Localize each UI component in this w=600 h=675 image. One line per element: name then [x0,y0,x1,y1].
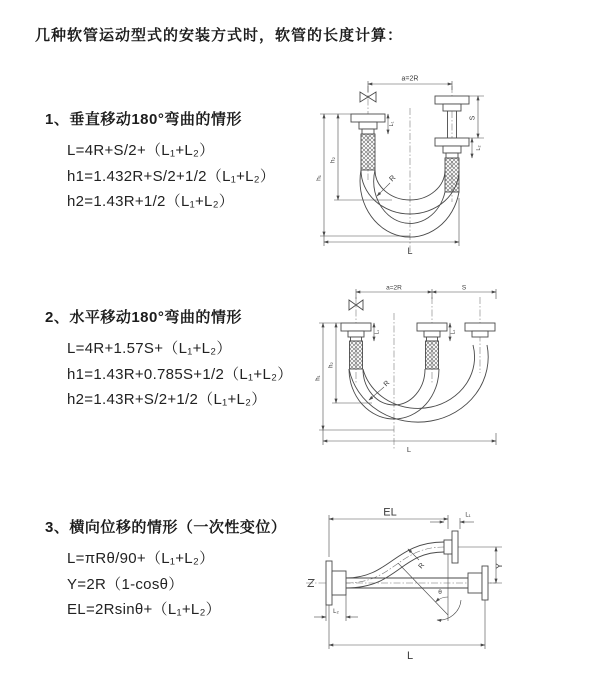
dim-label-s: S [461,284,467,292]
page-title: 几种软管运动型式的安装方式时，软管的长度计算： [35,27,404,44]
radius-label: R [417,561,427,571]
section-heading: 2、水平移动180°弯曲的情形 [45,309,242,326]
radius-label: R [382,379,392,389]
formula-h2: h2=1.43R+S/2+1/2（L₁+L₂） [67,391,267,408]
dim-label-l2: L₂ [476,145,482,151]
dim-label-length: L [407,246,413,256]
dim-label-h1: h₁ [315,175,323,181]
dim-label-l1: L₁ [389,121,395,127]
radius-label: R [387,173,398,184]
formula-length: L=πRθ/90+（L₁+L₂） [67,550,215,567]
hose-assembly [341,323,495,422]
dim-label-l1: L₁ [465,512,471,519]
formula-h1: h1=1.432R+S/2+1/2（L₁+L₂） [67,167,276,185]
diagram-vertical-move-180-bend [312,70,552,262]
dim-label-a2r: a=2R [401,75,419,83]
section-lateral-displacement [45,518,286,623]
dim-label-l1: L₁ [374,329,381,335]
dim-label-s: S [469,115,477,121]
centerlines [356,297,480,449]
dim-label-l2: L₂ [333,609,339,615]
dim-label-a2r: a=2R [386,284,402,292]
dim-label-length: L [406,445,412,454]
formula-y: Y=2R（1-cosθ） [67,575,184,593]
formula-length: L=4R+1.57S+（L₁+L₂） [67,340,232,357]
formula-h2: h2=1.43R+1/2（L₁+L₂） [67,193,235,210]
dimension-lines [316,285,497,455]
dim-label-y: Y [494,563,504,569]
angle-construction [398,554,461,621]
section-horizontal-move [45,308,293,413]
diagram-horizontal-move-180-bend [312,283,552,458]
formula-el: EL=2Rsinθ+（L₁+L₂） [67,601,221,618]
dim-label-length: L [406,650,414,662]
formula-h1: h1=1.43R+0.785S+1/2（L₁+L₂） [67,365,293,383]
angle-label: θ [438,589,442,596]
section-vertical-move [45,110,275,215]
dim-label-h1: h₁ [315,375,322,381]
diagram-lateral-displacement [298,503,598,673]
dim-label-l2: L₂ [450,329,457,335]
dim-label-el: EL [383,506,397,519]
dim-label-h2: h₂ [329,156,337,164]
formula-length: L=4R+S/2+（L₁+L₂） [67,142,215,159]
dim-label-h2: h₂ [328,362,335,368]
section-heading: 3、横向位移的情形（一次性变位） [45,519,287,536]
hose-assembly [326,531,488,605]
section-heading: 1、垂直移动180°弯曲的情形 [45,111,242,128]
